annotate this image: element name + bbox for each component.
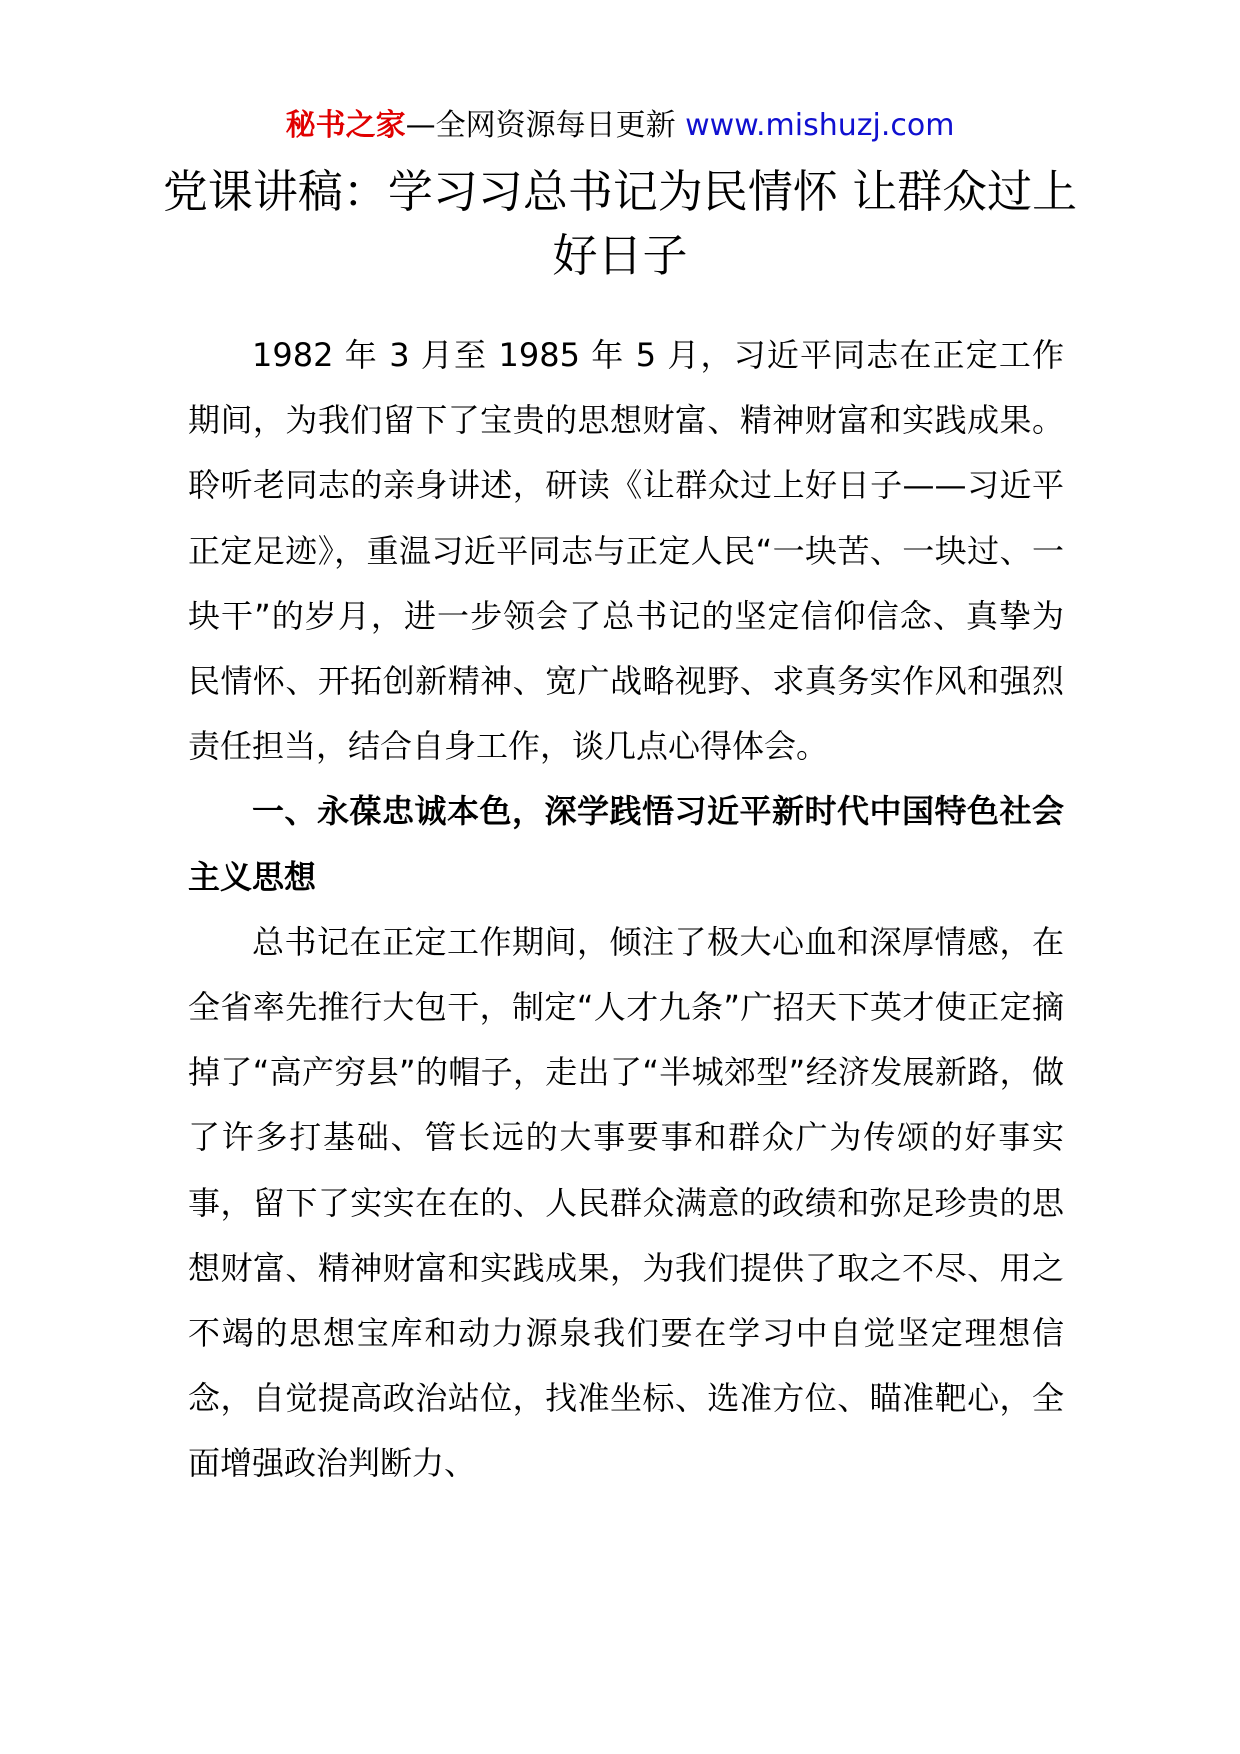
- site-url-link[interactable]: www.mishuzj.com: [685, 108, 955, 143]
- site-name: 秘书之家: [285, 108, 406, 143]
- site-header-banner: [0, 104, 1240, 148]
- site-tagline: —全网资源每日更新: [405, 108, 686, 143]
- section-1-paragraph: 总书记在正定工作期间，倾注了极大心血和深厚情感，在全省率先推行大包干，制定“人才九条”广招天下英才使正定摘掉了“高产穷县”的帽子，走出了“半城郊型”经济发展新路，做了许多打基础、管长远的大事要事和群众广为传颂的好事实事，留下了实实在在的、人民群众满意的政绩和弥足珍贵的思想财富、精神财富和实践成果，为我们提供了取之不尽、用之不竭的思想宝库和动力源泉我们要在学习中自觉坚定理想信念，自觉提高政治站位，找准坐标、选准方位、瞄准靶心，全面增强政治判断力、: [188, 922, 1064, 1483]
- document-title: 党课讲稿：学习习总书记为民情怀 让群众过上好日子: [162, 165, 1078, 282]
- section-heading-1: 一、永葆忠诚本色，深学践悟习近平新时代中国特色社会主义思想: [188, 792, 1064, 896]
- intro-paragraph: 1982 年 3 月至 1985 年 5 月，习近平同志在正定工作期间，为我们留下了宝贵的思想财富、精神财富和实践成果。聆听老同志的亲身讲述，研读《让群众过上好日子——习近平正定足迹》，重温习近平同志与正定人民“一块苦、一块过、一块干”的岁月，进一步领会了总书记的坚定信仰信念、真挚为民情怀、开拓创新精神、宽广战略视野、求真务实作风和强烈责任担当，结合自身工作，谈几点心得体会。: [188, 336, 1064, 766]
- document-body: [188, 323, 1064, 1497]
